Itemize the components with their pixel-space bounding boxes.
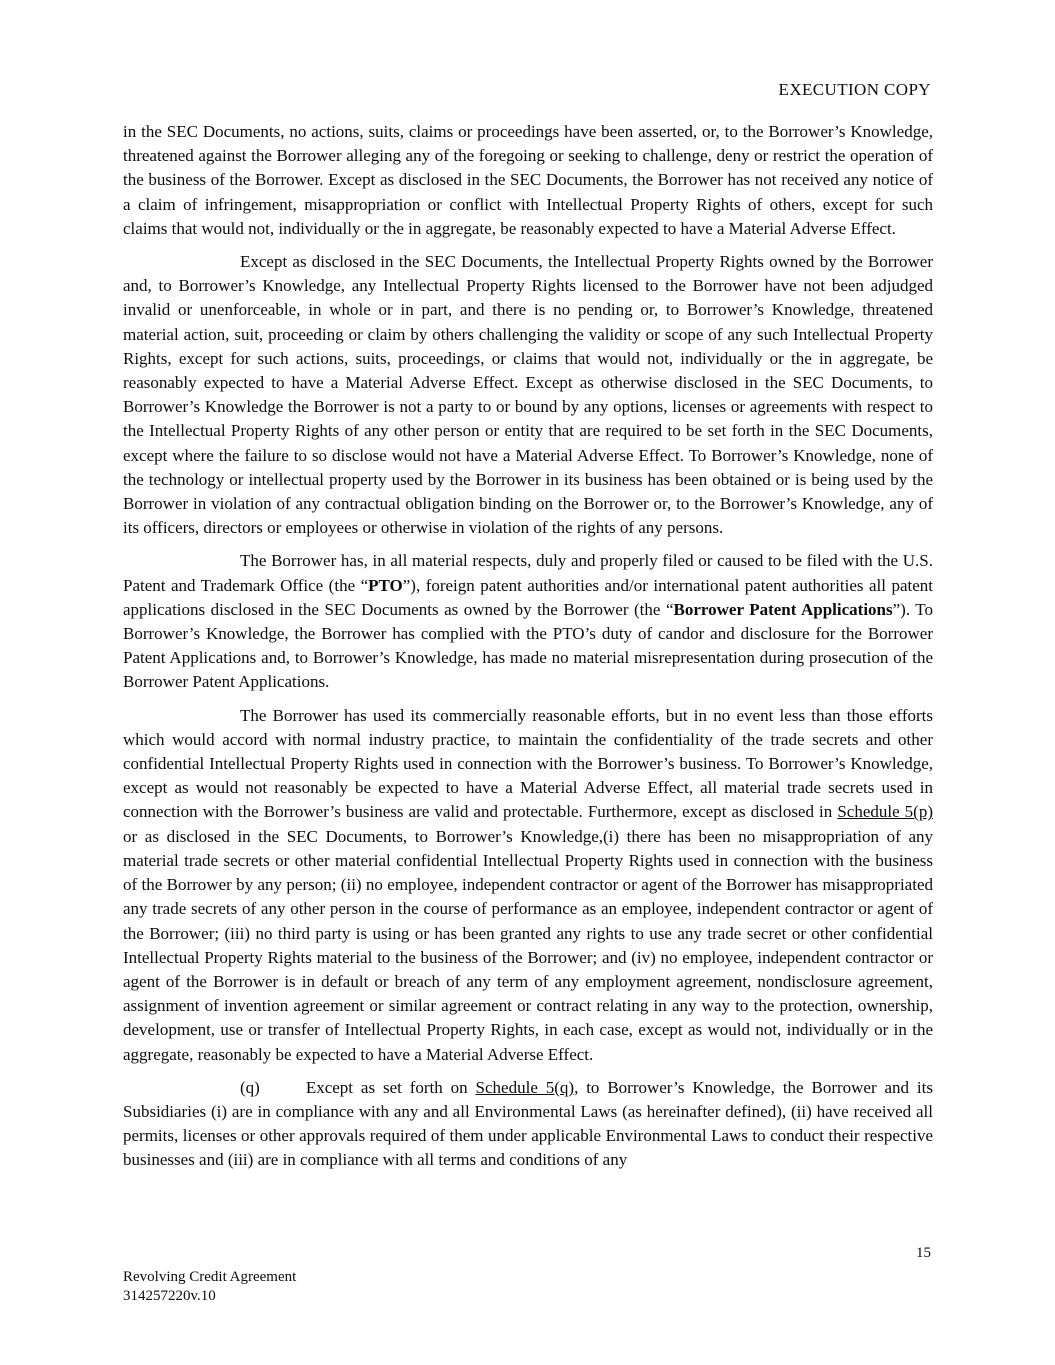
schedule-5q-reference: Schedule 5(q): [475, 1077, 575, 1097]
paragraph-text: , to Borrower’s Knowledge, the Borrower and its Subsidiaries (i) are in compliance with any and all Environmental Laws (as hereinafter defined), (ii) have received all permits, licenses or other approvals required of them under applicable Environmental Laws to conduct their respective businesses and (iii) are in compliance with all terms and conditions of any: [123, 1077, 933, 1170]
paragraph-text: The Borrower has used its commercially reasonable efforts, but in no event less than those efforts which would accord with normal industry practice, to maintain the confidentiality of the trade secrets and other confidential Intellectual Property Rights used in connection with the Borrower’s business. To Borrower’s Knowledge, except as would not reasonably be expected to have a Material Adverse Effect, all material trade secrets used in connection with the Borrower’s business are valid and protectable. Furthermore, except as disclosed in: [123, 705, 933, 822]
paragraph-q-environmental-laws: [123, 1076, 933, 1173]
paragraph-text: ”). To Borrower’s Knowledge, the Borrower has complied with the PTO’s duty of candor and disclosure for the Borrower Patent Applications and, to Borrower’s Knowledge, has made no material misrepresentation during prosecution of the Borrower Patent Applications.: [123, 599, 933, 692]
document-body: [123, 120, 933, 1182]
defined-term-borrower-patent-applications: Borrower Patent Applications: [673, 599, 893, 619]
paragraph-patent-filings: [123, 549, 933, 694]
paragraph-text: Except as set forth on: [305, 1077, 476, 1097]
footer-doc-title: Revolving Credit Agreement: [123, 1269, 297, 1285]
paragraph-text: ”), foreign patent authorities and/or international patent authorities all patent applications disclosed in the SEC Documents as owned by the Borrower (the “: [123, 575, 933, 619]
defined-term-pto: PTO: [368, 575, 403, 595]
execution-copy-label: EXECUTION COPY: [778, 80, 931, 99]
clause-label-q: (q): [240, 1077, 260, 1097]
paragraph-ip-claims-continuation: [123, 120, 933, 241]
paragraph-ip-rights-ownership: [123, 250, 933, 540]
document-footer: [123, 1268, 296, 1306]
schedule-5p-reference: Schedule 5(p): [837, 802, 933, 822]
paragraph-text: in the SEC Documents, no actions, suits, claims or proceedings have been asserted, or, to the Borrower’s Knowledge, threatened against the Borrower alleging any of the foregoing or seeking to challenge, deny or restrict the operation of the business of the Borrower. Except as disclosed in the SEC Documents, the Borrower has not received any notice of a claim of infringement, misappropriation or conflict with Intellectual Property Rights of others, except for such claims that would not, individually or the in aggregate, be reasonably expected to have a Material Adverse Effect.: [123, 122, 933, 238]
paragraph-text: Except as disclosed in the SEC Documents, the Intellectual Property Rights owned by the Borrower and, to Borrower’s Knowledge, any Intellectual Property Rights licensed to the Borrower have not been adjudged invalid or unenforceable, in whole or in part, and there is no pending or, to Borrower’s Knowledge, threatened material action, suit, proceeding or claim by others challenging the validity or scope of any such Intellectual Property Rights, except for such actions, suits, proceedings, or claims that would not, individually or the in aggregate, be reasonably expected to have a Material Adverse Effect. Except as otherwise disclosed in the SEC Documents, to Borrower’s Knowledge the Borrower is not a party to or bound by any options, licenses or agreements with respect to the Intellectual Property Rights of any other person or entity that are required to be set forth in the SEC Documents, except where the failure to so disclose would not have a Material Adverse Effect. To Borrower’s Knowledge, none of the technology or intellectual property used by the Borrower in its business has been obtained or is being used by the Borrower in violation of any contractual obligation binding on the Borrower or, to the Borrower’s Knowledge, any of its officers, directors or employees or otherwise in violation of the rights of any persons.: [123, 252, 933, 538]
paragraph-text: The Borrower has, in all material respects, duly and properly filed or caused to be filed with the U.S. Patent and Trademark Office (the “: [123, 551, 933, 595]
paragraph-trade-secrets: [123, 704, 933, 1067]
footer-doc-version: 314257220v.10: [123, 1288, 216, 1304]
paragraph-text: or as disclosed in the SEC Documents, to Borrower’s Knowledge,(i) there has been no misappropriation of any material trade secrets or other material confidential Intellectual Property Rights used in connection with the business of the Borrower by any person; (ii) no employee, independent contractor or agent of the Borrower has misappropriated any trade secrets of any other person in the course of performance as an employee, independent contractor or agent of the Borrower; (iii) no third party is using or has been granted any rights to use any trade secret or other confidential Intellectual Property Rights material to the business of the Borrower; and (iv) no employee, independent contractor or agent of the Borrower is in default or breach of any term of any employment agreement, nondisclosure agreement, assignment of invention agreement or similar agreement or contract relating in any way to the protection, ownership, development, use or transfer of Intellectual Property Rights, in each case, except as would not, individually or in the aggregate, reasonably be expected to have a Material Adverse Effect.: [123, 826, 933, 1064]
page-number: 15: [916, 1245, 931, 1261]
